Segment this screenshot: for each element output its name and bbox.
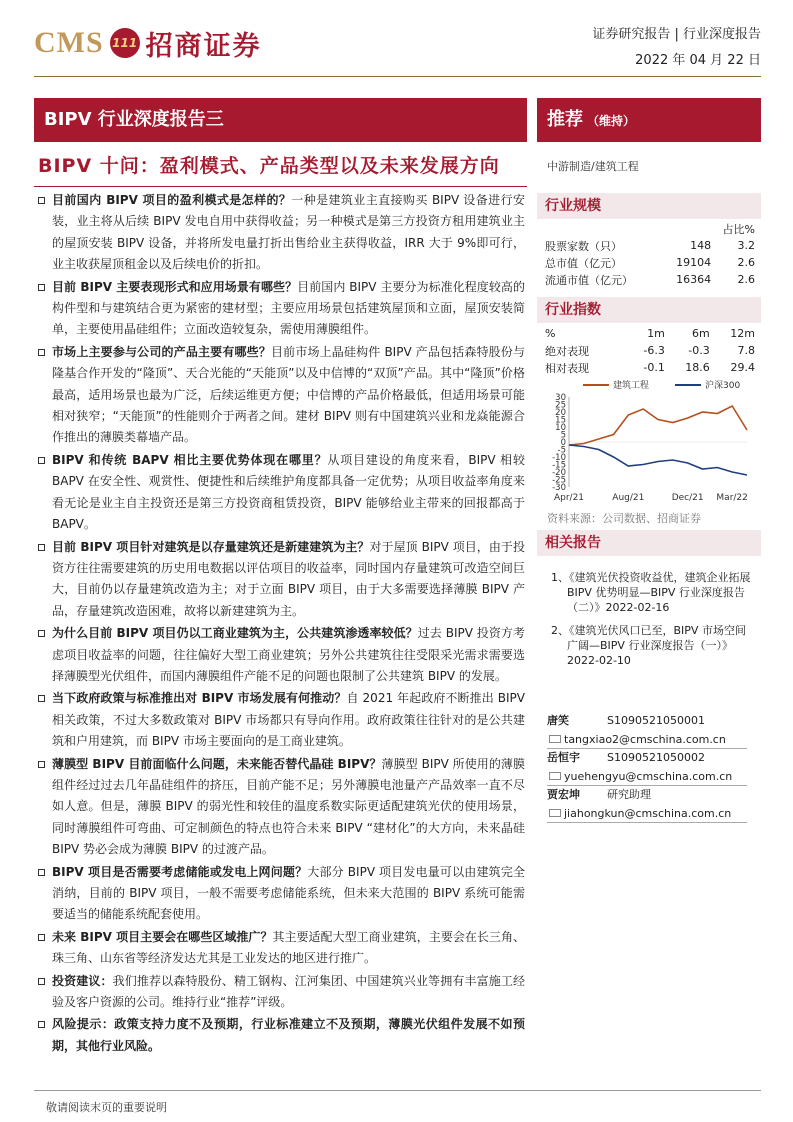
footer-divider — [34, 1090, 761, 1091]
bullet-box-icon — [38, 349, 45, 356]
header-meta — [592, 22, 761, 74]
chart-source: 资料来源：公司数据、招商证券 — [547, 512, 701, 525]
report-body — [38, 190, 525, 1058]
bullet-paragraph — [38, 190, 525, 276]
y-tick-label: 10 — [555, 423, 566, 433]
divider — [547, 822, 747, 823]
y-tick-label: 0 — [560, 438, 566, 448]
y-tick-label: -30 — [552, 483, 566, 493]
bullet-box-icon — [38, 869, 45, 876]
y-tick-label: -15 — [552, 460, 566, 471]
answer-text: 目前市场上晶硅构件 BIPV 产品包括森特股份与隆基合作开发的“隆顶”、天合光能的“天能顶”以及中信博的“双顶”产品。其中“隆顶”价格最高，适用场景也最为广泛，后续运维更方便；中信博的产品价格最低，但适用场景可能相对狭窄；“天能顶”的性能则介于两者之间。建材 BIPV 则有中国建筑兴业和龙焱能源合作推出的薄膜类幕墙产品。 — [52, 344, 525, 445]
question-text: 未来 BIPV 项目主要会在哪些区域推广？ — [52, 929, 273, 944]
y-tick-label: 5 — [560, 430, 566, 441]
bullet-paragraph — [38, 450, 525, 536]
index-section-title: 行业指数 — [537, 297, 761, 323]
scale-table — [545, 220, 755, 288]
table-row: 相对表现 -0.1 18.6 29.4 — [545, 361, 755, 375]
table-header-row: % 1m 6m 12m — [545, 327, 755, 340]
footer-note: 敬请阅读末页的重要说明 — [46, 1101, 167, 1114]
question-text: BIPV 项目是否需要考虑储能或发电上网问题？ — [52, 864, 308, 879]
rating-label: 推荐 — [547, 109, 583, 130]
header-divider — [34, 76, 761, 77]
list-item[interactable]: 1、《建筑光伏投资收益优，建筑企业拓展 BIPV 优势明显—BIPV 行业深度报告（二）》2022-02-16 — [551, 571, 751, 614]
analyst-row: 岳恒宇 S1090521050002 — [547, 751, 705, 764]
answer-text: 我们推荐以森特股份、精工钢构、江河集团、中国建筑兴业等拥有丰富施工经验及客户资源的公司。维持行业“推荐”评级。 — [52, 973, 525, 1010]
bullet-paragraph — [38, 342, 525, 449]
analyst-list — [547, 712, 757, 823]
y-tick-label: -20 — [552, 468, 566, 478]
bullet-box-icon — [38, 197, 45, 204]
scale-unit-header: 占比% — [722, 222, 755, 236]
answer-text: 目前国内 BIPV 主要分为标准化程度较高的构件型和与建筑结合更为紧密的建材型；主要应用场景包括建筑屋顶和立面，屋顶安装简单，主要使用晶硅组件；立面改造较复杂，需使用薄膜组件。 — [52, 279, 525, 337]
bullet-paragraph — [38, 754, 525, 861]
analyst-row: 贾宏坤 研究助理 — [547, 788, 651, 801]
y-tick-label: 25 — [555, 400, 566, 411]
bullet-paragraph — [38, 688, 525, 752]
logo-cms-text: CMS — [34, 26, 104, 59]
bullet-paragraph — [38, 623, 525, 687]
envelope-icon — [549, 735, 561, 743]
x-tick-label: Apr/21 — [553, 493, 585, 503]
question-text: 投资建议： — [52, 973, 113, 988]
index-line-chart — [545, 375, 755, 510]
bullet-paragraph — [38, 1014, 525, 1057]
bullet-box-icon — [38, 978, 45, 985]
related-section-title: 相关报告 — [537, 530, 761, 556]
series-line — [569, 406, 747, 445]
report-date: 2022 年 04 月 22 日 — [635, 53, 761, 68]
bullet-paragraph — [38, 971, 525, 1014]
answer-text: 大部分 BIPV 项目发电量可以由建筑完全消纳，目前的 BIPV 项目，一般不需要考虑储能系统，但未来大范围的 BIPV 系统可能需要适当的储能系统配套使用。 — [52, 864, 525, 922]
company-logo — [34, 26, 262, 60]
question-text: 当下政府政策与标准推出对 BIPV 市场发展有何推动？ — [52, 691, 347, 706]
envelope-icon — [549, 772, 561, 780]
rating-banner — [537, 98, 761, 142]
series-line — [569, 445, 747, 475]
legend-label: 建筑工程 — [613, 381, 650, 391]
question-text: 目前国内 BIPV 项目的盈利模式是怎样的？ — [52, 193, 292, 207]
bullet-paragraph — [38, 927, 525, 970]
table-row: 绝对表现 -6.3 -0.3 7.8 — [545, 344, 755, 358]
series-banner: BIPV 行业深度报告三 — [34, 98, 527, 142]
bullet-box-icon — [38, 284, 45, 291]
answer-text: 政策支持力度不及预期，行业标准建立不及预期，薄膜光伏组件发展不如预期，其他行业风险。 — [52, 1017, 525, 1053]
bullet-box-icon — [38, 1021, 45, 1028]
bullet-box-icon — [38, 761, 45, 768]
analyst-email[interactable]: jiahongkun@cmschina.com.cn — [547, 804, 757, 822]
report-type: 证券研究报告 | 行业深度报告 — [592, 27, 761, 42]
question-text: 薄膜型 BIPV 目前面临什么问题，未来能否替代晶硅 BIPV？ — [52, 756, 382, 771]
title-divider — [34, 186, 527, 187]
question-text: 目前 BIPV 项目针对建筑是以存量建筑还是新建建筑为主？ — [52, 539, 370, 554]
bullet-paragraph — [38, 277, 525, 341]
y-tick-label: 20 — [555, 408, 566, 418]
list-item[interactable]: 2、《建筑光伏风口已至，BIPV 市场空间广阔—BIPV 行业深度报告（一）》2022-02-10 — [551, 624, 746, 667]
scale-section-title: 行业规模 — [537, 193, 761, 219]
answer-text: 自 2021 年起政府不断推出 BIPV 相关政策，不过大多数政策对 BIPV 市场都只有导向作用。政府政策往往针对的是公共建筑和户用建筑，而 BIPV 市场主要面向的是工商业建筑。 — [52, 691, 525, 749]
analyst-email[interactable]: tangxiao2@cmschina.com.cn — [547, 730, 757, 748]
table-row: 股票家数（只） 148 3.2 — [545, 239, 755, 253]
rating-note: （维持） — [587, 114, 636, 128]
table-row: 流通市值（亿元） 16364 2.6 — [545, 273, 755, 287]
answer-text: 一种是建筑业主直接购买 BIPV 设备进行安装，业主将从后续 BIPV 发电自用中获得收益；另一种模式是第三方投资方租用建筑业主的屋顶安装 BIPV 设备，并将所发电量打折出售给业主获得收益，IRR 大于 9%即可行，业主收获屋顶租金以及后续电价的折扣。 — [52, 193, 525, 272]
answer-text: 对于屋顶 BIPV 项目，由于投资方往往需要建筑的历史用电数据以评估项目的收益率，同时国内存量建筑可改造空间巨大，目前仍以存量建筑改造为主；对于立面 BIPV 项目，由于大多需要选择薄膜 BIPV 产品，存量建筑改造困难，故将以新建建筑为主。 — [52, 539, 525, 618]
question-text: 为什么目前 BIPV 项目仍以工商业建筑为主，公共建筑渗透率较低？ — [52, 626, 418, 641]
y-tick-label: 30 — [555, 393, 566, 403]
bullet-paragraph — [38, 537, 525, 623]
y-tick-label: -25 — [552, 475, 566, 486]
sector-label: 中游制造/建筑工程 — [547, 160, 639, 173]
x-tick-label: Mar/22 — [716, 493, 748, 503]
logo-mark-icon: 111 — [110, 28, 140, 58]
logo-cn-text: 招商证券 — [145, 30, 262, 62]
bullet-paragraph — [38, 862, 525, 926]
answer-text: 其主要适配大型工商业建筑，主要会在长三角、珠三角、山东省等经济发达尤其是工业发达的地区进行推广。 — [52, 929, 525, 966]
x-tick-label: Aug/21 — [612, 493, 645, 503]
analyst-row: 唐笑 S1090521050001 — [547, 714, 705, 727]
envelope-icon — [549, 809, 561, 817]
page-title: BIPV 十问：盈利模式、产品类型以及未来发展方向 — [38, 155, 500, 177]
bullet-box-icon — [38, 630, 45, 637]
answer-text: 从项目建设的角度来看，BIPV 相较 BAPV 在安全性、观赏性、便捷性和后续维护角度都具备一定优势；从项目收益率角度来看无论是业主自主投资还是第三方投资商租赁投资，BIPV 能够给业主带来的回报都高于 BAPV。 — [52, 452, 525, 532]
index-table — [545, 325, 755, 376]
y-tick-label: 15 — [555, 415, 566, 426]
y-tick-label: -10 — [552, 453, 566, 463]
question-text: 风险提示： — [52, 1017, 115, 1032]
bullet-box-icon — [38, 695, 45, 702]
question-text: 市场上主要参与公司的产品主要有哪些？ — [52, 344, 271, 359]
answer-text: 过去 BIPV 投资方考虑项目收益率的问题，往往偏好大型工商业建筑；另外公共建筑往往受限采光需求需要选择薄膜型光伏组件，而国内薄膜组件产能不足的问题也限制了公共建筑 BIPV 的发展。 — [52, 626, 525, 683]
bullet-box-icon — [38, 544, 45, 551]
table-row: 总市值（亿元） 19104 2.6 — [545, 256, 755, 270]
legend-label: 沪深300 — [705, 381, 741, 391]
x-tick-label: Dec/21 — [671, 493, 704, 503]
bullet-box-icon — [38, 934, 45, 941]
bullet-box-icon — [38, 457, 45, 464]
analyst-email[interactable]: yuehengyu@cmschina.com.cn — [547, 767, 757, 785]
related-reports-list — [551, 570, 751, 668]
question-text: BIPV 和传统 BAPV 相比主要优势体现在哪里？ — [52, 452, 328, 467]
answer-text: 薄膜型 BIPV 所使用的薄膜组件经过过去几年晶硅组件的挤压，目前产能不足；另外薄膜电池量产产品效率一直不尽如人意。但是，薄膜 BIPV 的弱光性和较佳的温度系数实际更适配建筑光伏的使用场景，同时薄膜组件可弯曲、可定制颜色的特点也符合未来 BIPV “建材化”的大方向，未来晶硅 BIPV 势必会成为薄膜 BIPV 的过渡产品。 — [52, 756, 525, 857]
y-tick-label: -5 — [557, 445, 566, 456]
question-text: 目前 BIPV 主要表现形式和应用场景有哪些？ — [52, 279, 298, 294]
